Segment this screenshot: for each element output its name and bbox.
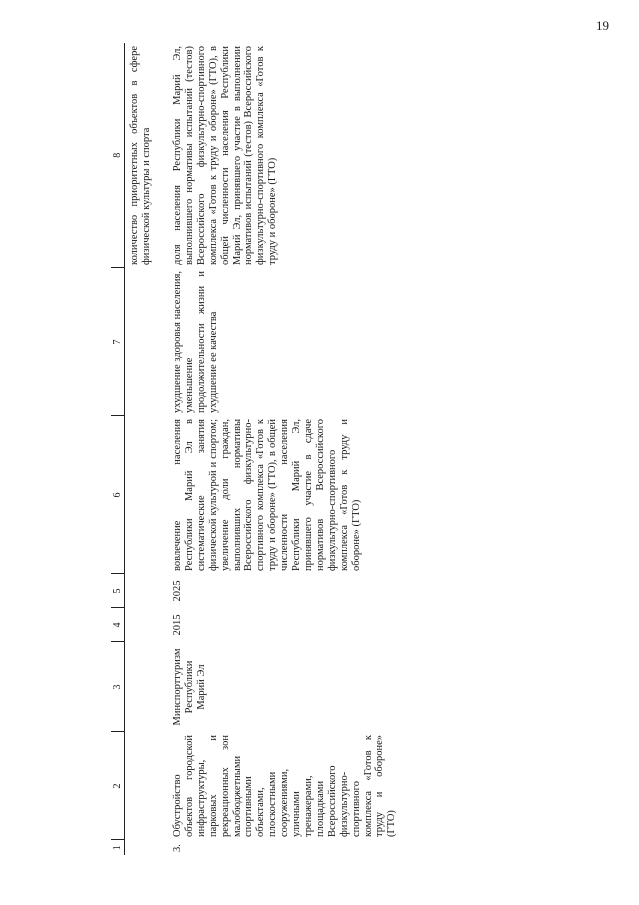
page-number: 19 [596, 18, 609, 33]
row-number: 3. [172, 844, 183, 852]
indicators: доля населения Республики Марий Эл, выполнившего нормативы испытаний (тестов) Всероссийского физкультурно-спортивного комплекса «Готов к труду и обороне» (ГТО), в общей численности населения Республики Марий Эл, принявшего участие в выполнении нормативов испытаний (тестов) Всероссийского физкультурно-спортивного комплекса «Готов к труду и обороне» (ГТО) [172, 46, 279, 265]
col-header-2: 2 [111, 732, 125, 840]
end-year: 2025 [172, 580, 183, 602]
program-table [111, 43, 399, 855]
executor: Минспорттуризм Республики Марий Эл [172, 648, 207, 726]
continuation-indicator: количество приоритетных объектов в сфере физической культуры и спорта [129, 46, 152, 265]
col-header-8: 8 [111, 43, 125, 268]
consequences: ухудшение здоровья населения, уменьшение продолжительности жизни и ухудшение ее качества [172, 271, 219, 413]
continuation-row [125, 43, 169, 855]
col-header-4: 4 [111, 608, 125, 642]
expected-result: вовлечение населения Республики Марий Эл в систематические занятия физической культурой и спортом; увеличение доли граждан, выполнивших нормативы Всероссийского физкультурно-спортивного комплекса «Готов к труду и обороне» (ГТО), в общей численности населения Республики Марий Эл, принявшего участие в сдаче нормативов Всероссийского физкультурно-спортивного комплекса «Готов к труду и обороне» (ГТО) [172, 419, 362, 571]
column-number-header [111, 43, 125, 855]
table-row [168, 43, 399, 855]
col-header-3: 3 [111, 642, 125, 732]
col-header-7: 7 [111, 268, 125, 416]
col-header-6: 6 [111, 416, 125, 574]
col-header-5: 5 [111, 574, 125, 608]
rotated-table-container [111, 43, 536, 855]
start-year: 2015 [172, 614, 183, 636]
col-header-1: 1 [111, 840, 125, 855]
event-name: Обустройство объектов городской инфраструктуры, парковых и рекреационных зон малобюджетными спортивными объектами, плоскостными сооружениями, уличными тренажерами, площадками Всероссийского физкультурно-спортивного комплекса «Готов к труду и обороне» (ГТО) [172, 735, 398, 837]
